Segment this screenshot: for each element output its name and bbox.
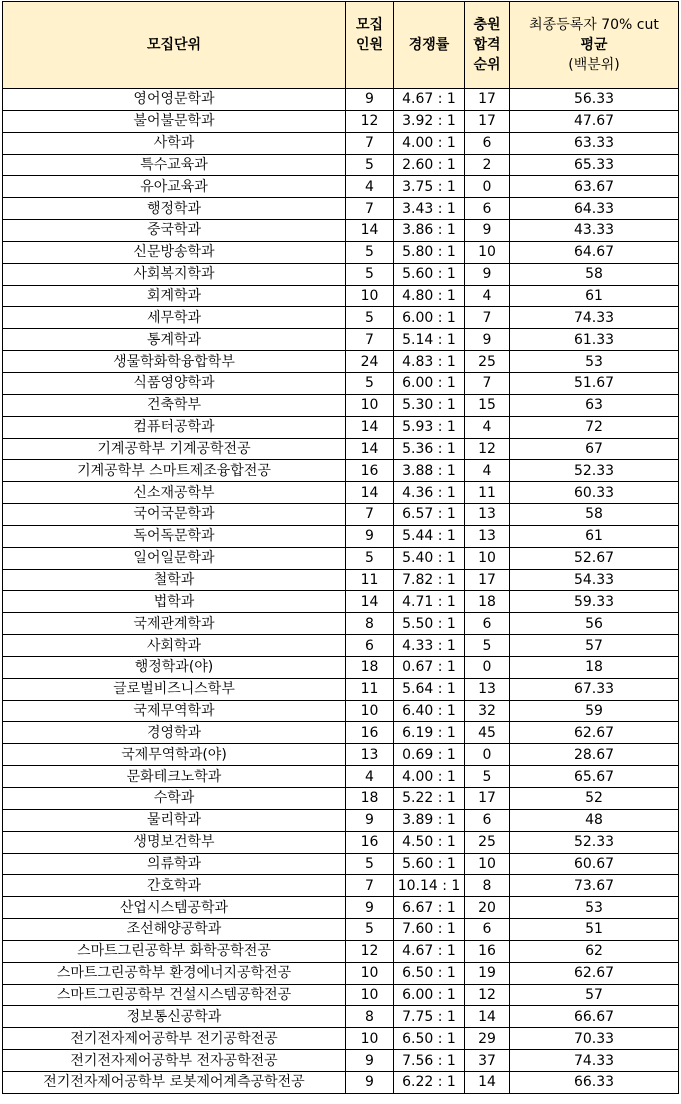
table-row — [3, 591, 679, 613]
cell-unit: 행정학과(야) — [3, 656, 346, 678]
cell-rank: 0 — [465, 656, 510, 678]
cell-ratio: 5.50 : 1 — [394, 613, 465, 635]
cell-cut: 57 — [510, 635, 679, 657]
cell-cut: 57 — [510, 984, 679, 1006]
cell-ratio: 5.14 : 1 — [394, 329, 465, 351]
cell-unit: 문화테크노학과 — [3, 766, 346, 788]
cell-unit: 영어영문학과 — [3, 89, 346, 111]
cell-unit: 사회학과 — [3, 635, 346, 657]
cell-unit: 간호학과 — [3, 875, 346, 897]
cell-ratio: 3.43 : 1 — [394, 198, 465, 220]
cell-count: 7 — [346, 132, 394, 154]
cell-ratio: 5.40 : 1 — [394, 547, 465, 569]
cell-count: 16 — [346, 460, 394, 482]
cell-count: 14 — [346, 220, 394, 242]
cell-rank: 37 — [465, 1050, 510, 1072]
cell-rank: 13 — [465, 504, 510, 526]
cell-count: 11 — [346, 678, 394, 700]
header-cut — [510, 2, 679, 89]
cell-ratio: 6.57 : 1 — [394, 504, 465, 526]
table-row — [3, 110, 679, 132]
header-count-line1: 모집 — [355, 17, 384, 33]
cell-rank: 19 — [465, 962, 510, 984]
cell-count: 14 — [346, 416, 394, 438]
table-row — [3, 962, 679, 984]
cell-cut: 62.67 — [510, 722, 679, 744]
cell-rank: 14 — [465, 1006, 510, 1028]
cell-rank: 13 — [465, 678, 510, 700]
cell-rank: 32 — [465, 700, 510, 722]
header-cut-line3: (백분위) — [568, 57, 620, 73]
cell-count: 18 — [346, 788, 394, 810]
cell-cut: 52.67 — [510, 547, 679, 569]
cell-unit: 특수교육과 — [3, 154, 346, 176]
cell-unit: 조선해양공학과 — [3, 919, 346, 941]
cell-rank: 12 — [465, 984, 510, 1006]
cell-ratio: 5.22 : 1 — [394, 788, 465, 810]
cell-unit: 국어국문학과 — [3, 504, 346, 526]
cell-cut: 61 — [510, 285, 679, 307]
table-header — [3, 2, 679, 89]
cell-rank: 13 — [465, 525, 510, 547]
header-ratio — [394, 2, 465, 89]
cell-rank: 25 — [465, 351, 510, 373]
cell-ratio: 4.00 : 1 — [394, 766, 465, 788]
cell-unit: 정보통신공학과 — [3, 1006, 346, 1028]
cell-count: 10 — [346, 700, 394, 722]
cell-ratio: 3.88 : 1 — [394, 460, 465, 482]
cell-rank: 29 — [465, 1028, 510, 1050]
table-row — [3, 940, 679, 962]
cell-cut: 60.33 — [510, 482, 679, 504]
cell-cut: 56 — [510, 613, 679, 635]
table-row — [3, 700, 679, 722]
cell-count: 10 — [346, 962, 394, 984]
cell-rank: 6 — [465, 613, 510, 635]
cell-count: 9 — [346, 89, 394, 111]
cell-rank: 6 — [465, 198, 510, 220]
cell-count: 7 — [346, 504, 394, 526]
cell-unit: 사학과 — [3, 132, 346, 154]
table-row — [3, 460, 679, 482]
cell-count: 10 — [346, 285, 394, 307]
cell-cut: 72 — [510, 416, 679, 438]
cell-rank: 18 — [465, 591, 510, 613]
cell-count: 18 — [346, 656, 394, 678]
cell-unit: 기계공학부 스마트제조융합전공 — [3, 460, 346, 482]
cell-unit: 글로벌비즈니스학부 — [3, 678, 346, 700]
table-row — [3, 241, 679, 263]
cell-unit: 국제무역학과 — [3, 700, 346, 722]
table-row — [3, 176, 679, 198]
cell-cut: 52.33 — [510, 831, 679, 853]
cell-ratio: 6.00 : 1 — [394, 372, 465, 394]
cell-unit: 국제무역학과(야) — [3, 744, 346, 766]
cell-count: 5 — [346, 547, 394, 569]
cell-cut: 58 — [510, 263, 679, 285]
cell-ratio: 7.56 : 1 — [394, 1050, 465, 1072]
cell-rank: 10 — [465, 853, 510, 875]
cell-count: 9 — [346, 525, 394, 547]
cell-rank: 9 — [465, 329, 510, 351]
header-count-pad — [346, 55, 393, 75]
cell-unit: 컴퓨터공학과 — [3, 416, 346, 438]
cell-rank: 7 — [465, 307, 510, 329]
cell-ratio: 5.80 : 1 — [394, 241, 465, 263]
cell-rank: 17 — [465, 569, 510, 591]
cell-unit: 중국학과 — [3, 220, 346, 242]
cell-count: 16 — [346, 831, 394, 853]
cell-cut: 74.33 — [510, 307, 679, 329]
cell-rank: 17 — [465, 110, 510, 132]
table-row — [3, 416, 679, 438]
cell-ratio: 6.22 : 1 — [394, 1071, 465, 1093]
header-count-line2: 인원 — [355, 37, 384, 53]
table-row — [3, 766, 679, 788]
cell-ratio: 4.67 : 1 — [394, 89, 465, 111]
cell-rank: 2 — [465, 154, 510, 176]
table-body — [3, 89, 679, 1094]
cell-count: 5 — [346, 372, 394, 394]
cell-ratio: 5.60 : 1 — [394, 853, 465, 875]
cell-unit: 식품영양학과 — [3, 372, 346, 394]
cell-count: 5 — [346, 853, 394, 875]
cell-unit: 건축학부 — [3, 394, 346, 416]
cell-unit: 기계공학부 기계공학전공 — [3, 438, 346, 460]
cell-ratio: 3.75 : 1 — [394, 176, 465, 198]
cell-rank: 9 — [465, 220, 510, 242]
cell-rank: 0 — [465, 744, 510, 766]
cell-count: 5 — [346, 919, 394, 941]
cell-unit: 경영학과 — [3, 722, 346, 744]
cell-rank: 8 — [465, 875, 510, 897]
cell-ratio: 6.50 : 1 — [394, 1028, 465, 1050]
cell-count: 9 — [346, 897, 394, 919]
cell-unit: 행정학과 — [3, 198, 346, 220]
cell-unit: 전기전자제어공학부 로봇제어계측공학전공 — [3, 1071, 346, 1093]
cell-ratio: 7.82 : 1 — [394, 569, 465, 591]
table-row — [3, 897, 679, 919]
cell-rank: 12 — [465, 438, 510, 460]
cell-rank: 14 — [465, 1071, 510, 1093]
cell-unit: 회계학과 — [3, 285, 346, 307]
cell-ratio: 0.67 : 1 — [394, 656, 465, 678]
cell-ratio: 5.64 : 1 — [394, 678, 465, 700]
cell-count: 14 — [346, 591, 394, 613]
table-row — [3, 809, 679, 831]
cell-cut: 62.67 — [510, 962, 679, 984]
cell-count: 4 — [346, 766, 394, 788]
header-rank-line1: 충원 — [473, 17, 501, 33]
cell-count: 11 — [346, 569, 394, 591]
table-row — [3, 329, 679, 351]
cell-count: 7 — [346, 875, 394, 897]
table-row — [3, 853, 679, 875]
cell-unit: 생명보건학부 — [3, 831, 346, 853]
cell-rank: 11 — [465, 482, 510, 504]
table-row — [3, 351, 679, 373]
cell-cut: 70.33 — [510, 1028, 679, 1050]
cell-cut: 53 — [510, 897, 679, 919]
table-row — [3, 547, 679, 569]
cell-count: 14 — [346, 438, 394, 460]
cell-cut: 67.33 — [510, 678, 679, 700]
cell-cut: 66.33 — [510, 1071, 679, 1093]
cell-rank: 6 — [465, 809, 510, 831]
cell-ratio: 2.60 : 1 — [394, 154, 465, 176]
cell-ratio: 4.83 : 1 — [394, 351, 465, 373]
cell-rank: 4 — [465, 285, 510, 307]
cell-count: 4 — [346, 176, 394, 198]
table-row — [3, 788, 679, 810]
header-count — [346, 2, 394, 89]
cell-cut: 63.67 — [510, 176, 679, 198]
cell-count: 14 — [346, 482, 394, 504]
table-row — [3, 635, 679, 657]
cell-ratio: 6.19 : 1 — [394, 722, 465, 744]
cell-cut: 62 — [510, 940, 679, 962]
header-unit — [3, 2, 346, 89]
table-row — [3, 831, 679, 853]
cell-rank: 5 — [465, 635, 510, 657]
cell-count: 6 — [346, 635, 394, 657]
cell-rank: 25 — [465, 831, 510, 853]
cell-cut: 28.67 — [510, 744, 679, 766]
cell-ratio: 4.71 : 1 — [394, 591, 465, 613]
cell-unit: 신소재공학부 — [3, 482, 346, 504]
cell-cut: 43.33 — [510, 220, 679, 242]
cell-ratio: 3.86 : 1 — [394, 220, 465, 242]
cell-unit: 전기전자제어공학부 전자공학전공 — [3, 1050, 346, 1072]
cell-cut: 51.67 — [510, 372, 679, 394]
cell-cut: 61.33 — [510, 329, 679, 351]
cell-rank: 10 — [465, 547, 510, 569]
cell-count: 12 — [346, 940, 394, 962]
admission-results-table — [2, 1, 679, 1094]
cell-unit: 산업시스템공학과 — [3, 897, 346, 919]
cell-count: 24 — [346, 351, 394, 373]
header-cut-line2: 평균 — [580, 37, 608, 53]
cell-count: 9 — [346, 1050, 394, 1072]
cell-unit: 불어불문학과 — [3, 110, 346, 132]
cell-rank: 4 — [465, 460, 510, 482]
cell-count: 10 — [346, 394, 394, 416]
cell-ratio: 5.44 : 1 — [394, 525, 465, 547]
cell-ratio: 6.67 : 1 — [394, 897, 465, 919]
header-rank-line2: 합격 — [473, 37, 501, 53]
table-row — [3, 722, 679, 744]
cell-unit: 물리학과 — [3, 809, 346, 831]
cell-ratio: 4.00 : 1 — [394, 132, 465, 154]
table-row — [3, 1028, 679, 1050]
cell-cut: 59 — [510, 700, 679, 722]
table-row — [3, 372, 679, 394]
table-row — [3, 656, 679, 678]
cell-cut: 73.67 — [510, 875, 679, 897]
cell-count: 5 — [346, 154, 394, 176]
cell-cut: 74.33 — [510, 1050, 679, 1072]
cell-count: 5 — [346, 241, 394, 263]
header-rank-line3: 순위 — [473, 57, 501, 73]
cell-ratio: 4.33 : 1 — [394, 635, 465, 657]
cell-rank: 15 — [465, 394, 510, 416]
cell-unit: 수학과 — [3, 788, 346, 810]
cell-rank: 20 — [465, 897, 510, 919]
header-unit-label: 모집단위 — [146, 37, 202, 53]
cell-ratio: 6.00 : 1 — [394, 307, 465, 329]
table-row — [3, 525, 679, 547]
table-row — [3, 482, 679, 504]
cell-unit: 생물학화학융합학부 — [3, 351, 346, 373]
cell-ratio: 5.93 : 1 — [394, 416, 465, 438]
cell-ratio: 10.14 : 1 — [394, 875, 465, 897]
cell-cut: 47.67 — [510, 110, 679, 132]
cell-rank: 45 — [465, 722, 510, 744]
table-row — [3, 307, 679, 329]
cell-ratio: 4.36 : 1 — [394, 482, 465, 504]
cell-ratio: 3.92 : 1 — [394, 110, 465, 132]
cell-ratio: 4.67 : 1 — [394, 940, 465, 962]
cell-cut: 64.67 — [510, 241, 679, 263]
cell-ratio: 3.89 : 1 — [394, 809, 465, 831]
cell-ratio: 6.40 : 1 — [394, 700, 465, 722]
table-row — [3, 285, 679, 307]
cell-unit: 사회복지학과 — [3, 263, 346, 285]
cell-unit: 국제관계학과 — [3, 613, 346, 635]
table-row — [3, 984, 679, 1006]
table-row — [3, 678, 679, 700]
cell-rank: 0 — [465, 176, 510, 198]
cell-cut: 59.33 — [510, 591, 679, 613]
cell-count: 5 — [346, 263, 394, 285]
cell-rank: 6 — [465, 132, 510, 154]
table-row — [3, 89, 679, 111]
cell-ratio: 7.75 : 1 — [394, 1006, 465, 1028]
table-row — [3, 1006, 679, 1028]
cell-count: 12 — [346, 110, 394, 132]
table-row — [3, 438, 679, 460]
cell-count: 13 — [346, 744, 394, 766]
cell-count: 10 — [346, 984, 394, 1006]
cell-count: 9 — [346, 809, 394, 831]
cell-cut: 67 — [510, 438, 679, 460]
cell-rank: 16 — [465, 940, 510, 962]
table-row — [3, 132, 679, 154]
cell-ratio: 5.36 : 1 — [394, 438, 465, 460]
cell-rank: 5 — [465, 766, 510, 788]
table-row — [3, 919, 679, 941]
cell-rank: 17 — [465, 89, 510, 111]
cell-cut: 52 — [510, 788, 679, 810]
cell-cut: 63.33 — [510, 132, 679, 154]
cell-count: 5 — [346, 307, 394, 329]
cell-rank: 17 — [465, 788, 510, 810]
cell-ratio: 7.60 : 1 — [394, 919, 465, 941]
table-row — [3, 744, 679, 766]
cell-ratio: 4.50 : 1 — [394, 831, 465, 853]
table-row — [3, 504, 679, 526]
cell-rank: 10 — [465, 241, 510, 263]
cell-cut: 18 — [510, 656, 679, 678]
table-row — [3, 1071, 679, 1093]
cell-ratio: 6.00 : 1 — [394, 984, 465, 1006]
table-row — [3, 394, 679, 416]
header-ratio-label: 경쟁률 — [408, 37, 450, 53]
table-row — [3, 1050, 679, 1072]
table-row — [3, 154, 679, 176]
header-cut-line1: 최종등록자 70% cut — [529, 17, 659, 33]
cell-cut: 66.67 — [510, 1006, 679, 1028]
cell-count: 16 — [346, 722, 394, 744]
cell-ratio: 5.60 : 1 — [394, 263, 465, 285]
cell-rank: 4 — [465, 416, 510, 438]
cell-cut: 58 — [510, 504, 679, 526]
cell-unit: 스마트그린공학부 건설시스템공학전공 — [3, 984, 346, 1006]
table-row — [3, 263, 679, 285]
cell-unit: 유아교육과 — [3, 176, 346, 198]
cell-unit: 스마트그린공학부 환경에너지공학전공 — [3, 962, 346, 984]
cell-count: 8 — [346, 613, 394, 635]
cell-unit: 스마트그린공학부 화학공학전공 — [3, 940, 346, 962]
cell-cut: 63 — [510, 394, 679, 416]
cell-cut: 65.67 — [510, 766, 679, 788]
cell-cut: 48 — [510, 809, 679, 831]
cell-ratio: 4.80 : 1 — [394, 285, 465, 307]
cell-unit: 독어독문학과 — [3, 525, 346, 547]
cell-count: 7 — [346, 329, 394, 351]
cell-count: 10 — [346, 1028, 394, 1050]
cell-rank: 7 — [465, 372, 510, 394]
cell-ratio: 0.69 : 1 — [394, 744, 465, 766]
cell-cut: 51 — [510, 919, 679, 941]
cell-cut: 60.67 — [510, 853, 679, 875]
cell-cut: 64.33 — [510, 198, 679, 220]
cell-cut: 61 — [510, 525, 679, 547]
cell-cut: 52.33 — [510, 460, 679, 482]
cell-unit: 철학과 — [3, 569, 346, 591]
table-row — [3, 220, 679, 242]
cell-unit: 법학과 — [3, 591, 346, 613]
cell-rank: 6 — [465, 919, 510, 941]
cell-unit: 세무학과 — [3, 307, 346, 329]
cell-count: 7 — [346, 198, 394, 220]
cell-ratio: 5.30 : 1 — [394, 394, 465, 416]
table-row — [3, 569, 679, 591]
cell-count: 8 — [346, 1006, 394, 1028]
header-row — [3, 2, 679, 89]
cell-unit: 일어일문학과 — [3, 547, 346, 569]
table-row — [3, 875, 679, 897]
cell-unit: 통계학과 — [3, 329, 346, 351]
cell-cut: 56.33 — [510, 89, 679, 111]
cell-unit: 신문방송학과 — [3, 241, 346, 263]
cell-cut: 65.33 — [510, 154, 679, 176]
cell-cut: 54.33 — [510, 569, 679, 591]
cell-unit: 전기전자제어공학부 전기공학전공 — [3, 1028, 346, 1050]
header-rank — [465, 2, 510, 89]
cell-count: 9 — [346, 1071, 394, 1093]
cell-cut: 53 — [510, 351, 679, 373]
cell-unit: 의류학과 — [3, 853, 346, 875]
table-row — [3, 198, 679, 220]
cell-ratio: 6.50 : 1 — [394, 962, 465, 984]
cell-rank: 9 — [465, 263, 510, 285]
table-row — [3, 613, 679, 635]
